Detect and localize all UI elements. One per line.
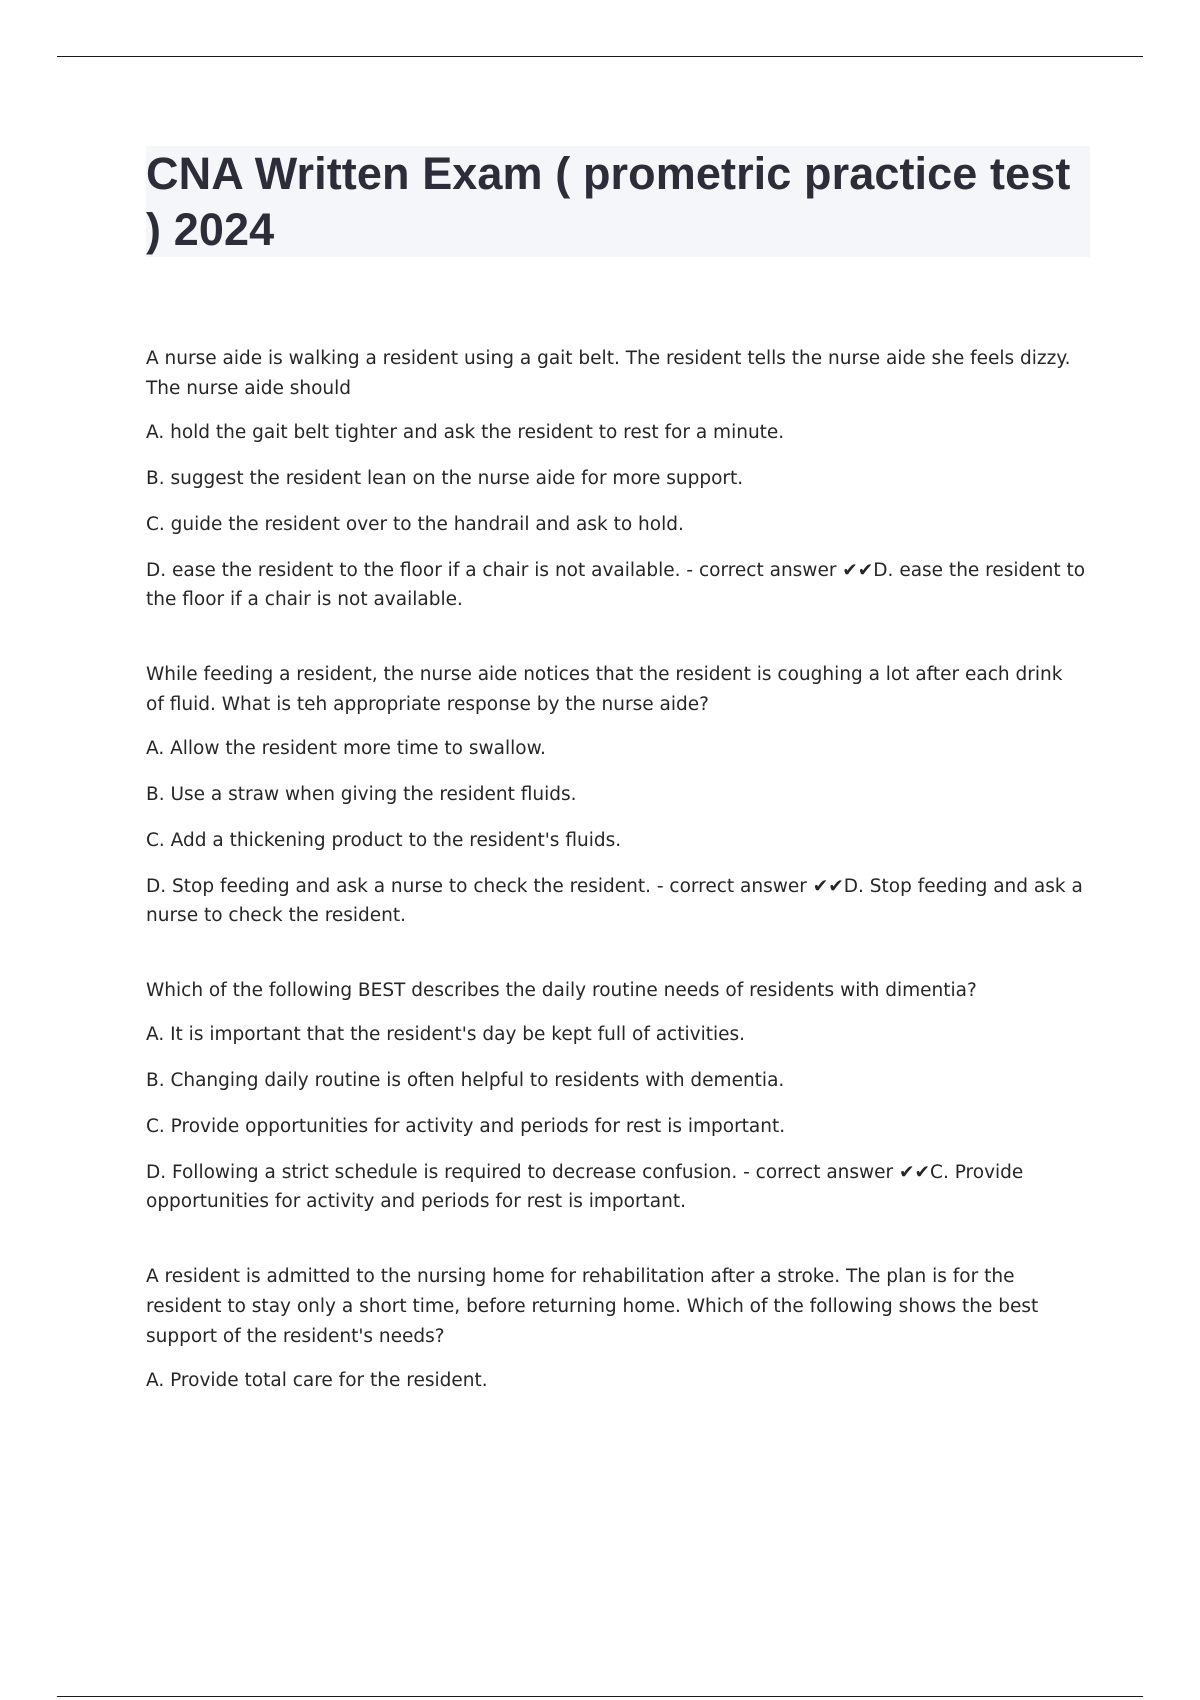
answer-option: A. It is important that the resident's day be kept full of activities. — [146, 1024, 746, 1045]
question-text: A nurse aide is walking a resident using a gait belt. The resident tells the nurse aide she feels dizzy. The nurse aide should — [146, 348, 1071, 399]
question-block-2 — [146, 660, 1086, 930]
answer-option: B. Changing daily routine is often helpful to residents with dementia. — [146, 1070, 785, 1091]
question-block-1 — [146, 344, 1086, 614]
answer-option: A. Provide total care for the resident. — [146, 1370, 488, 1391]
answer-option: B. suggest the resident lean on the nurse aide for more support. — [146, 468, 744, 489]
question-text: A resident is admitted to the nursing home for rehabilitation after a stroke. The plan is for the resident to stay only a short time, before returning home. Which of the following shows the best support of the resident's needs? — [146, 1266, 1039, 1347]
answer-option: C. guide the resident over to the handrail and ask to hold. — [146, 514, 684, 535]
answer-option-with-correct-answer: D. Following a strict schedule is required to decrease confusion. - correct answer ✔✔C. Provide opportunities for activity and periods for rest is important. — [146, 1162, 1024, 1212]
title-box — [146, 146, 1090, 257]
question-block-4 — [146, 1262, 1086, 1395]
question-block-3 — [146, 976, 1086, 1216]
top-rule — [57, 56, 1143, 57]
document-title: CNA Written Exam ( prometric practice test ) 2024 — [146, 148, 1071, 255]
answer-option: A. Allow the resident more time to swallow. — [146, 738, 546, 759]
answer-option-with-correct-answer: D. Stop feeding and ask a nurse to check the resident. - correct answer ✔✔D. Stop feeding and ask a nurse to check the resident. — [146, 876, 1083, 926]
questions-list — [146, 344, 1086, 1441]
answer-option: C. Add a thickening product to the resident's fluids. — [146, 830, 622, 851]
question-text: Which of the following BEST describes the daily routine needs of residents with dimentia? — [146, 980, 977, 1001]
bottom-rule — [57, 1696, 1143, 1697]
answer-option: B. Use a straw when giving the resident fluids. — [146, 784, 577, 805]
answer-option-with-correct-answer: D. ease the resident to the floor if a chair is not available. - correct answer ✔✔D. ease the resident to the floor if a chair is not available. — [146, 560, 1086, 610]
question-text: While feeding a resident, the nurse aide notices that the resident is coughing a lot after each drink of fluid. What is teh appropriate response by the nurse aide? — [146, 664, 1063, 715]
answer-option: C. Provide opportunities for activity and periods for rest is important. — [146, 1116, 786, 1137]
answer-option: A. hold the gait belt tighter and ask the resident to rest for a minute. — [146, 422, 785, 443]
